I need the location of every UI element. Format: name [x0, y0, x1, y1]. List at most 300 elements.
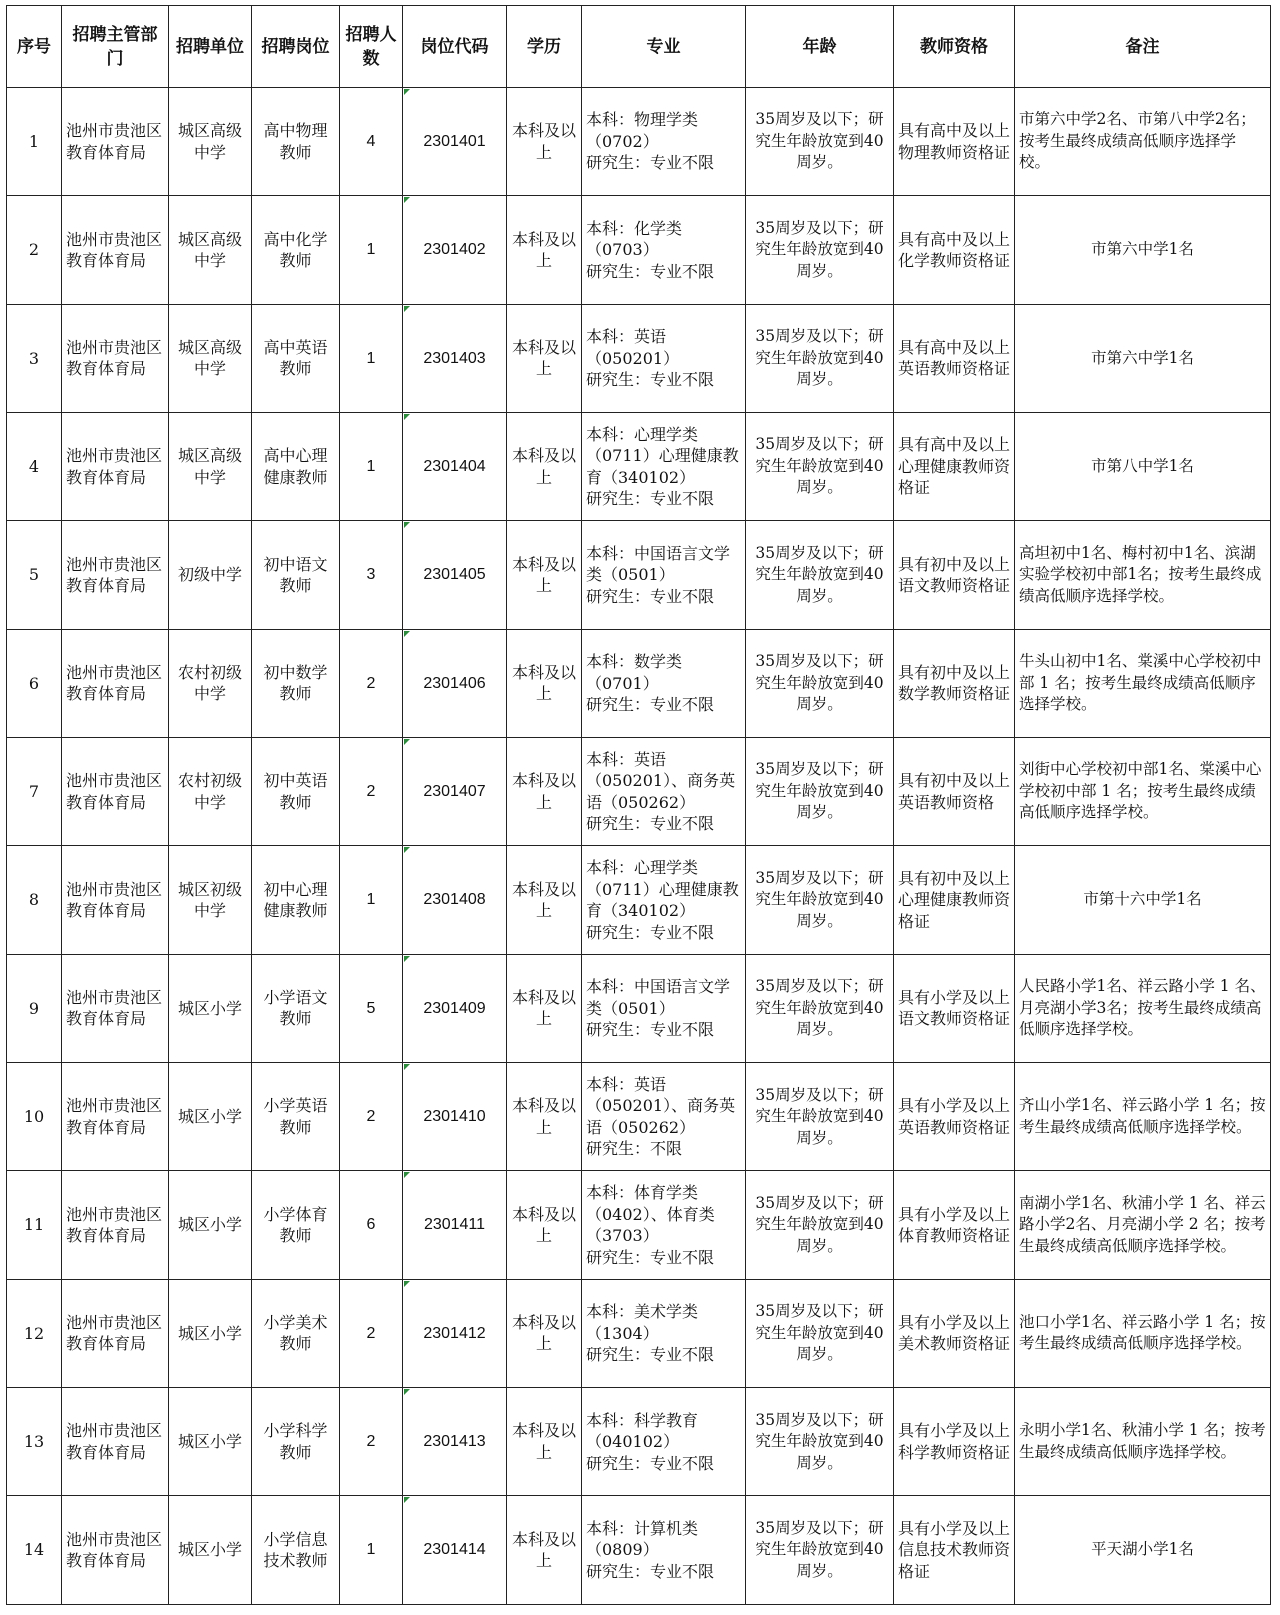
cell-dept-text: 池州市贵池区教育体育局 — [66, 1312, 163, 1354]
cell-post-text: 小学体育教师 — [263, 1204, 328, 1246]
cell-major — [582, 521, 746, 629]
cell-post-text: 高中物理教师 — [263, 121, 328, 162]
cell-marker-icon — [404, 631, 410, 637]
header-edu: 学历 — [507, 6, 582, 88]
cell-note — [1015, 629, 1271, 737]
cell-unit — [169, 88, 252, 196]
cell-code-text: 2301403 — [423, 349, 486, 367]
cell-dept — [62, 1388, 169, 1496]
cell-edu-text: 本科及以上 — [511, 771, 576, 812]
cell-edu — [507, 1063, 582, 1171]
cell-unit — [169, 954, 252, 1062]
cell-major — [582, 1063, 746, 1171]
cell-unit-text: 农村初级中学 — [177, 662, 242, 704]
cell-post — [252, 846, 340, 954]
cell-major — [582, 1171, 746, 1279]
cell-major — [582, 846, 746, 954]
cell-seq — [7, 629, 62, 737]
cell-post-text: 高中化学教师 — [263, 229, 328, 271]
table-row — [7, 196, 1271, 304]
cell-note-text: 市第十六中学1名 — [1083, 890, 1202, 909]
cell-major-text: 本科：体育学类（0402）、体育类（3703） 研究生：专业不限 — [586, 1183, 715, 1267]
cell-seq-text: 4 — [28, 456, 40, 476]
cell-marker-icon — [404, 89, 410, 95]
cell-age — [746, 88, 894, 196]
cell-count-text: 2 — [366, 674, 376, 692]
cell-unit — [169, 1171, 252, 1279]
cell-code-text: 2301409 — [423, 999, 486, 1017]
cell-cert — [894, 88, 1015, 196]
cell-dept — [62, 1279, 169, 1387]
cell-unit — [169, 846, 252, 954]
cell-count-text: 6 — [366, 1216, 376, 1234]
cell-post — [252, 196, 340, 304]
cell-edu — [507, 629, 582, 737]
cell-code-text: 2301406 — [423, 674, 486, 692]
cell-seq — [7, 1279, 62, 1387]
cell-seq — [7, 1171, 62, 1279]
cell-note — [1015, 1171, 1271, 1279]
cell-major-text: 本科：数学类（0701） 研究生：专业不限 — [586, 652, 715, 715]
cell-dept-text: 池州市贵池区教育体育局 — [66, 446, 163, 487]
cell-unit-text: 初级中学 — [177, 565, 242, 585]
cell-edu-text: 本科及以上 — [511, 1312, 576, 1354]
cell-post — [252, 1496, 340, 1605]
cell-cert-text: 具有高中及以上物理教师资格证 — [898, 121, 1011, 162]
cell-count — [340, 521, 403, 629]
cell-note-text: 高坦初中1名、梅村初中1名、滨湖实验学校初中部1名；按考生最终成绩高低顺序选择学校。 — [1019, 543, 1262, 605]
cell-marker-icon — [404, 306, 410, 312]
cell-seq — [7, 88, 62, 196]
cell-code-text: 2301404 — [423, 457, 486, 475]
cell-unit-text: 城区小学 — [177, 1432, 242, 1452]
cell-unit-text: 城区高级中学 — [177, 121, 242, 162]
cell-note-text: 平天湖小学1名 — [1091, 1540, 1194, 1559]
cell-edu-text: 本科及以上 — [511, 1421, 576, 1462]
cell-marker-icon — [404, 956, 410, 962]
cell-cert-text: 具有高中及以上化学教师资格证 — [898, 229, 1011, 271]
cell-age — [746, 954, 894, 1062]
cell-note-text: 南湖小学1名、秋浦小学 1 名、祥云路小学2名、月亮湖小学 2 名；按考生最终成绩高低顺序选择学校。 — [1019, 1193, 1266, 1255]
cell-seq-text: 2 — [28, 240, 40, 260]
cell-code-text: 2301407 — [423, 782, 486, 800]
cell-count — [340, 88, 403, 196]
cell-cert-text: 具有小学及以上英语教师资格证 — [898, 1096, 1011, 1137]
cell-code-text: 2301408 — [423, 891, 486, 909]
cell-code — [403, 1063, 507, 1171]
cell-major-text: 本科：英语（050201）、商务英语（050262） 研究生：专业不限 — [586, 749, 736, 834]
cell-unit — [169, 1388, 252, 1496]
cell-marker-icon — [404, 739, 410, 745]
cell-seq-text: 7 — [28, 781, 40, 801]
cell-age-text: 35周岁及以下；研究生年龄放宽到40周岁。 — [755, 760, 884, 822]
cell-note — [1015, 521, 1271, 629]
cell-edu-text: 本科及以上 — [511, 987, 576, 1029]
cell-post-text: 高中心理健康教师 — [263, 446, 328, 487]
cell-cert — [894, 738, 1015, 846]
table-row — [7, 738, 1271, 846]
cell-note — [1015, 304, 1271, 412]
cell-count — [340, 1279, 403, 1387]
cell-unit — [169, 413, 252, 521]
cell-edu — [507, 1279, 582, 1387]
cell-age-text: 35周岁及以下；研究生年龄放宽到40周岁。 — [755, 1410, 884, 1472]
cell-count — [340, 629, 403, 737]
cell-seq-text: 9 — [28, 998, 40, 1018]
cell-seq-text: 3 — [28, 348, 40, 368]
cell-seq — [7, 1063, 62, 1171]
cell-post — [252, 629, 340, 737]
cell-count-text: 1 — [366, 1541, 376, 1559]
cell-edu-text: 本科及以上 — [511, 662, 576, 704]
cell-dept-text: 池州市贵池区教育体育局 — [66, 229, 163, 271]
cell-code-text: 2301414 — [423, 1541, 486, 1559]
cell-dept-text: 池州市贵池区教育体育局 — [66, 1204, 163, 1246]
header-age: 年龄 — [746, 6, 894, 88]
cell-major — [582, 1388, 746, 1496]
cell-edu — [507, 521, 582, 629]
cell-note — [1015, 846, 1271, 954]
cell-code — [403, 304, 507, 412]
cell-post — [252, 1388, 340, 1496]
cell-code-text: 2301405 — [423, 566, 486, 584]
table-body — [7, 88, 1271, 1605]
cell-post-text: 小学英语教师 — [263, 1096, 328, 1137]
cell-code — [403, 738, 507, 846]
cell-note-text: 齐山小学1名、祥云路小学 1 名；按考生最终成绩高低顺序选择学校。 — [1019, 1096, 1266, 1136]
table-row — [7, 1388, 1271, 1496]
cell-age — [746, 1388, 894, 1496]
cell-post — [252, 521, 340, 629]
cell-cert-text: 具有小学及以上信息技术教师资格证 — [898, 1518, 1011, 1581]
cell-note-text: 市第六中学1名 — [1091, 240, 1194, 259]
cell-note-text: 刘街中心学校初中部1名、棠溪中心学校初中部 1 名；按考生最终成绩高低顺序选择学校。 — [1019, 760, 1262, 822]
cell-unit-text: 城区小学 — [177, 1215, 242, 1235]
cell-dept — [62, 1171, 169, 1279]
cell-dept — [62, 846, 169, 954]
cell-code — [403, 196, 507, 304]
cell-age — [746, 1063, 894, 1171]
header-post: 招聘岗位 — [252, 6, 340, 88]
cell-edu — [507, 304, 582, 412]
cell-dept-text: 池州市贵池区教育体育局 — [66, 1529, 163, 1571]
header-seq: 序号 — [7, 6, 62, 88]
cell-dept — [62, 521, 169, 629]
cell-cert — [894, 1171, 1015, 1279]
cell-age — [746, 1496, 894, 1605]
cell-major — [582, 88, 746, 196]
header-note: 备注 — [1015, 6, 1271, 88]
cell-count — [340, 846, 403, 954]
cell-major — [582, 1496, 746, 1605]
cell-dept-text: 池州市贵池区教育体育局 — [66, 1096, 163, 1137]
cell-age-text: 35周岁及以下；研究生年龄放宽到40周岁。 — [755, 543, 884, 605]
cell-code-text: 2301412 — [423, 1324, 486, 1342]
cell-major-text: 本科：心理学类（0711）心理健康教育（340102） 研究生：专业不限 — [586, 858, 739, 942]
cell-count-text: 1 — [366, 241, 376, 259]
cell-major — [582, 738, 746, 846]
cell-edu — [507, 196, 582, 304]
cell-unit — [169, 1063, 252, 1171]
cell-cert — [894, 521, 1015, 629]
cell-cert-text: 具有高中及以上英语教师资格证 — [898, 337, 1011, 379]
cell-marker-icon — [404, 197, 410, 203]
cell-major-text: 本科：中国语言文学类（0501） 研究生：专业不限 — [586, 543, 731, 606]
cell-unit-text: 城区小学 — [177, 1107, 242, 1127]
cell-dept-text: 池州市贵池区教育体育局 — [66, 554, 163, 596]
cell-count — [340, 954, 403, 1062]
cell-major-text: 本科：英语（050201） 研究生：专业不限 — [586, 327, 715, 390]
cell-marker-icon — [404, 522, 410, 528]
cell-seq — [7, 954, 62, 1062]
cell-post-text: 初中语文教师 — [263, 554, 328, 596]
cell-seq-text: 14 — [23, 1540, 45, 1560]
cell-unit — [169, 304, 252, 412]
cell-major-text: 本科：美术学类（1304） 研究生：专业不限 — [586, 1302, 715, 1365]
cell-code — [403, 521, 507, 629]
cell-unit — [169, 1496, 252, 1605]
cell-code — [403, 954, 507, 1062]
table-row — [7, 629, 1271, 737]
cell-unit-text: 城区小学 — [177, 1323, 242, 1343]
cell-count — [340, 1496, 403, 1605]
table-row — [7, 1063, 1271, 1171]
cell-age — [746, 521, 894, 629]
cell-unit — [169, 196, 252, 304]
cell-post — [252, 954, 340, 1062]
cell-unit-text: 城区小学 — [177, 998, 242, 1018]
cell-edu — [507, 738, 582, 846]
cell-major — [582, 196, 746, 304]
cell-count — [340, 738, 403, 846]
cell-dept — [62, 629, 169, 737]
cell-major-text: 本科：心理学类（0711）心理健康教育（340102） 研究生：专业不限 — [586, 424, 739, 509]
cell-note — [1015, 738, 1271, 846]
cell-seq-text: 5 — [28, 565, 40, 585]
recruitment-table — [6, 5, 1271, 1605]
cell-edu — [507, 846, 582, 954]
cell-age — [746, 846, 894, 954]
table-row — [7, 846, 1271, 954]
cell-note-text: 池口小学1名、祥云路小学 1 名；按考生最终成绩高低顺序选择学校。 — [1019, 1312, 1266, 1353]
cell-major — [582, 629, 746, 737]
cell-post — [252, 304, 340, 412]
cell-post — [252, 413, 340, 521]
cell-age-text: 35周岁及以下；研究生年龄放宽到40周岁。 — [755, 1518, 884, 1580]
cell-edu-text: 本科及以上 — [511, 1204, 576, 1246]
cell-major-text: 本科：中国语言文学类（0501） 研究生：专业不限 — [586, 977, 731, 1040]
cell-age-text: 35周岁及以下；研究生年龄放宽到40周岁。 — [755, 218, 884, 280]
cell-code — [403, 413, 507, 521]
cell-age-text: 35周岁及以下；研究生年龄放宽到40周岁。 — [755, 1085, 884, 1147]
table-row — [7, 304, 1271, 412]
cell-post-text: 初中心理健康教师 — [263, 879, 328, 921]
cell-code-text: 2301402 — [423, 241, 486, 259]
cell-note — [1015, 1388, 1271, 1496]
cell-note — [1015, 88, 1271, 196]
table-row — [7, 954, 1271, 1062]
cell-age-text: 35周岁及以下；研究生年龄放宽到40周岁。 — [755, 435, 884, 497]
cell-count-text: 1 — [366, 349, 376, 367]
cell-dept — [62, 738, 169, 846]
cell-marker-icon — [404, 1064, 410, 1070]
cell-note — [1015, 1279, 1271, 1387]
cell-note — [1015, 954, 1271, 1062]
cell-dept — [62, 196, 169, 304]
cell-age — [746, 196, 894, 304]
cell-unit-text: 农村初级中学 — [177, 771, 242, 812]
cell-seq — [7, 1496, 62, 1605]
cell-seq-text: 10 — [23, 1107, 45, 1127]
cell-note-text: 人民路小学1名、祥云路小学 1 名、月亮湖小学3名；按考生最终成绩高低顺序选择学校。 — [1019, 977, 1266, 1039]
cell-edu-text: 本科及以上 — [511, 1096, 576, 1137]
cell-count-text: 1 — [366, 891, 376, 909]
cell-note — [1015, 196, 1271, 304]
cell-major-text: 本科：科学教育（040102） 研究生：专业不限 — [586, 1410, 715, 1473]
cell-seq-text: 1 — [28, 131, 40, 151]
table-row — [7, 1279, 1271, 1387]
cell-code — [403, 629, 507, 737]
cell-count — [340, 413, 403, 521]
table-row — [7, 88, 1271, 196]
cell-major — [582, 1279, 746, 1387]
cell-unit — [169, 629, 252, 737]
cell-note-text: 牛头山初中1名、棠溪中心学校初中部 1 名；按考生最终成绩高低顺序选择学校。 — [1019, 652, 1262, 714]
cell-cert-text: 具有初中及以上英语教师资格 — [898, 771, 1011, 812]
cell-cert — [894, 413, 1015, 521]
cell-seq — [7, 738, 62, 846]
cell-count-text: 1 — [366, 457, 376, 475]
cell-marker-icon — [404, 847, 410, 853]
cell-seq-text: 6 — [28, 673, 40, 693]
cell-count-text: 2 — [366, 1433, 376, 1451]
cell-seq — [7, 196, 62, 304]
cell-age-text: 35周岁及以下；研究生年龄放宽到40周岁。 — [755, 977, 884, 1039]
cell-post-text: 高中英语教师 — [263, 337, 328, 379]
cell-unit-text: 城区高级中学 — [177, 337, 242, 379]
cell-marker-icon — [404, 414, 410, 420]
header-unit: 招聘单位 — [169, 6, 252, 88]
cell-dept — [62, 1496, 169, 1605]
cell-note-text: 市第六中学1名 — [1091, 348, 1194, 367]
cell-edu-text: 本科及以上 — [511, 554, 576, 596]
cell-age — [746, 629, 894, 737]
cell-count — [340, 1388, 403, 1496]
cell-count — [340, 1171, 403, 1279]
cell-marker-icon — [404, 1389, 410, 1395]
cell-count-text: 2 — [366, 1324, 376, 1342]
cell-seq-text: 8 — [28, 890, 40, 910]
cell-cert — [894, 1496, 1015, 1605]
cell-major-text: 本科：化学类（0703） 研究生：专业不限 — [586, 218, 715, 281]
cell-major — [582, 304, 746, 412]
cell-cert — [894, 196, 1015, 304]
cell-dept-text: 池州市贵池区教育体育局 — [66, 337, 163, 379]
cell-cert-text: 具有初中及以上心理健康教师资格证 — [898, 868, 1011, 931]
cell-post — [252, 88, 340, 196]
cell-dept — [62, 413, 169, 521]
cell-age — [746, 1279, 894, 1387]
cell-post-text: 小学语文教师 — [263, 987, 328, 1029]
cell-code — [403, 1171, 507, 1279]
cell-seq — [7, 846, 62, 954]
cell-age-text: 35周岁及以下；研究生年龄放宽到40周岁。 — [755, 110, 884, 172]
cell-age-text: 35周岁及以下；研究生年龄放宽到40周岁。 — [755, 1302, 884, 1364]
cell-post — [252, 1171, 340, 1279]
cell-dept-text: 池州市贵池区教育体育局 — [66, 121, 163, 162]
cell-count — [340, 304, 403, 412]
cell-unit — [169, 738, 252, 846]
cell-edu-text: 本科及以上 — [511, 1529, 576, 1571]
cell-cert — [894, 846, 1015, 954]
cell-code — [403, 1279, 507, 1387]
cell-cert-text: 具有高中及以上心理健康教师资格证 — [898, 435, 1011, 498]
cell-age — [746, 1171, 894, 1279]
cell-age-text: 35周岁及以下；研究生年龄放宽到40周岁。 — [755, 868, 884, 930]
cell-seq — [7, 413, 62, 521]
cell-cert — [894, 304, 1015, 412]
cell-edu — [507, 1388, 582, 1496]
cell-dept — [62, 88, 169, 196]
cell-code-text: 2301401 — [423, 132, 486, 150]
cell-post-text: 初中数学教师 — [263, 662, 328, 704]
cell-edu-text: 本科及以上 — [511, 121, 576, 162]
cell-major-text: 本科：计算机类（0809） 研究生：专业不限 — [586, 1518, 715, 1581]
cell-major-text: 本科：英语（050201）、商务英语（050262） 研究生：不限 — [586, 1074, 736, 1159]
cell-cert-text: 具有小学及以上美术教师资格证 — [898, 1312, 1011, 1354]
cell-code — [403, 1388, 507, 1496]
cell-cert-text: 具有小学及以上体育教师资格证 — [898, 1204, 1011, 1246]
cell-dept — [62, 954, 169, 1062]
header-count: 招聘人数 — [340, 6, 403, 88]
cell-age-text: 35周岁及以下；研究生年龄放宽到40周岁。 — [755, 327, 884, 389]
cell-unit — [169, 521, 252, 629]
cell-marker-icon — [404, 1281, 410, 1287]
cell-count — [340, 1063, 403, 1171]
table-row — [7, 521, 1271, 629]
cell-edu — [507, 413, 582, 521]
cell-dept-text: 池州市贵池区教育体育局 — [66, 1421, 163, 1462]
cell-cert — [894, 1279, 1015, 1387]
cell-count-text: 2 — [366, 782, 376, 800]
cell-post-text: 小学信息技术教师 — [263, 1529, 328, 1571]
cell-seq — [7, 521, 62, 629]
cell-unit-text: 城区高级中学 — [177, 229, 242, 271]
header-code: 岗位代码 — [403, 6, 507, 88]
cell-major — [582, 954, 746, 1062]
cell-dept — [62, 304, 169, 412]
cell-unit-text: 城区高级中学 — [177, 446, 242, 487]
cell-edu — [507, 88, 582, 196]
cell-edu — [507, 954, 582, 1062]
header-cert: 教师资格 — [894, 6, 1015, 88]
cell-code — [403, 1496, 507, 1605]
cell-count-text: 5 — [366, 999, 376, 1017]
header-major: 专业 — [582, 6, 746, 88]
cell-code-text: 2301410 — [423, 1108, 486, 1126]
cell-note-text: 永明小学1名、秋浦小学 1 名；按考生最终成绩高低顺序选择学校。 — [1019, 1421, 1266, 1461]
cell-dept-text: 池州市贵池区教育体育局 — [66, 662, 163, 704]
cell-unit — [169, 1279, 252, 1387]
cell-note — [1015, 413, 1271, 521]
cell-edu — [507, 1171, 582, 1279]
cell-post — [252, 738, 340, 846]
cell-edu-text: 本科及以上 — [511, 879, 576, 921]
cell-dept-text: 池州市贵池区教育体育局 — [66, 771, 163, 812]
cell-dept — [62, 1063, 169, 1171]
cell-marker-icon — [404, 1172, 410, 1178]
cell-cert-text: 具有初中及以上语文教师资格证 — [898, 554, 1011, 596]
